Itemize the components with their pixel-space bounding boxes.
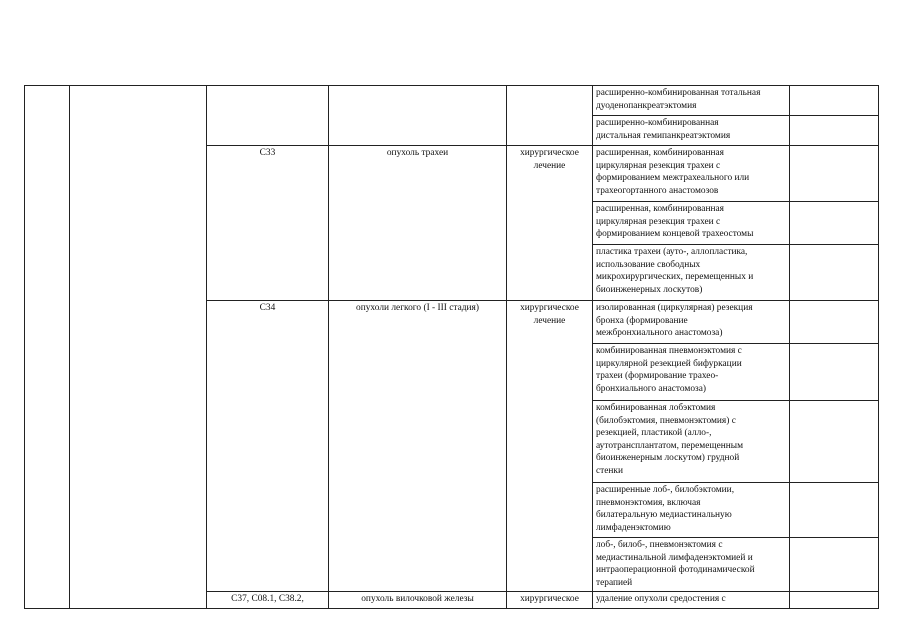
diagnosis-cell: опухоль вилочковой железы bbox=[329, 592, 507, 609]
table-body bbox=[25, 86, 879, 609]
empty-column-last bbox=[790, 592, 879, 609]
empty-column-group bbox=[70, 86, 207, 609]
procedure-cell: удаление опухоли средостения с bbox=[593, 592, 790, 609]
treatment-type-cell: хирургическое лечение bbox=[507, 301, 593, 592]
treatment-type-cell bbox=[507, 86, 593, 146]
icd-code-cell: C37, C08.1, C38.2, bbox=[207, 592, 329, 609]
procedure-cell: пластика трахеи (ауто-, аллопластика, использование свободных микрохирургических, перемещенных и биоинженерных лоскутов) bbox=[593, 245, 790, 301]
empty-column-last bbox=[790, 202, 879, 245]
empty-column-last bbox=[790, 146, 879, 202]
table-row bbox=[25, 86, 879, 116]
procedure-cell: расширенная, комбинированная циркулярная резекция трахеи с формированием концевой трахеостомы bbox=[593, 202, 790, 245]
empty-column-last bbox=[790, 86, 879, 116]
empty-column-last bbox=[790, 344, 879, 401]
empty-column-last bbox=[790, 538, 879, 592]
empty-column-last bbox=[790, 245, 879, 301]
empty-column-number bbox=[25, 86, 70, 609]
procedure-cell: изолированная (циркулярная) резекция бронха (формирование межбронхиального анастомоза) bbox=[593, 301, 790, 344]
procedure-cell: расширенно-комбинированная тотальная дуоденопанкреатэктомия bbox=[593, 86, 790, 116]
procedure-cell: расширенная, комбинированная циркулярная резекция трахеи с формированием межтрахеального или трахеогортанного анастомозов bbox=[593, 146, 790, 202]
procedure-cell: лоб-, билоб-, пневмонэктомия с медиастинальной лимфаденэктомией и интраоперационной фотодинамической терапией bbox=[593, 538, 790, 592]
treatment-type-cell: хирургическое bbox=[507, 592, 593, 609]
procedure-cell: расширенные лоб-, билобэктомии, пневмонэктомия, включая билатеральную медиастинальную лимфаденэктомию bbox=[593, 483, 790, 538]
procedure-cell: комбинированная лобэктомия (билобэктомия, пневмонэктомия) с резекцией, пластикой (алло-, аутотрансплантатом, перемещенным биоинженерным лоскутом) грудной стенки bbox=[593, 401, 790, 483]
diagnosis-cell: опухоли легкого (I - III стадия) bbox=[329, 301, 507, 592]
empty-column-last bbox=[790, 483, 879, 538]
treatment-type-cell: хирургическое лечение bbox=[507, 146, 593, 301]
icd-code-cell bbox=[207, 86, 329, 146]
empty-column-last bbox=[790, 401, 879, 483]
diagnosis-cell: опухоль трахеи bbox=[329, 146, 507, 301]
procedure-cell: расширенно-комбинированная дистальная гемипанкреатэктомия bbox=[593, 116, 790, 146]
icd-code-cell: C34 bbox=[207, 301, 329, 592]
procedures-table bbox=[24, 85, 879, 609]
procedure-cell: комбинированная пневмонэктомия с циркулярной резекцией бифуркации трахеи (формирование трахео- бронхиального анастомоза) bbox=[593, 344, 790, 401]
empty-column-last bbox=[790, 116, 879, 146]
diagnosis-cell bbox=[329, 86, 507, 146]
icd-code-cell: C33 bbox=[207, 146, 329, 301]
empty-column-last bbox=[790, 301, 879, 344]
